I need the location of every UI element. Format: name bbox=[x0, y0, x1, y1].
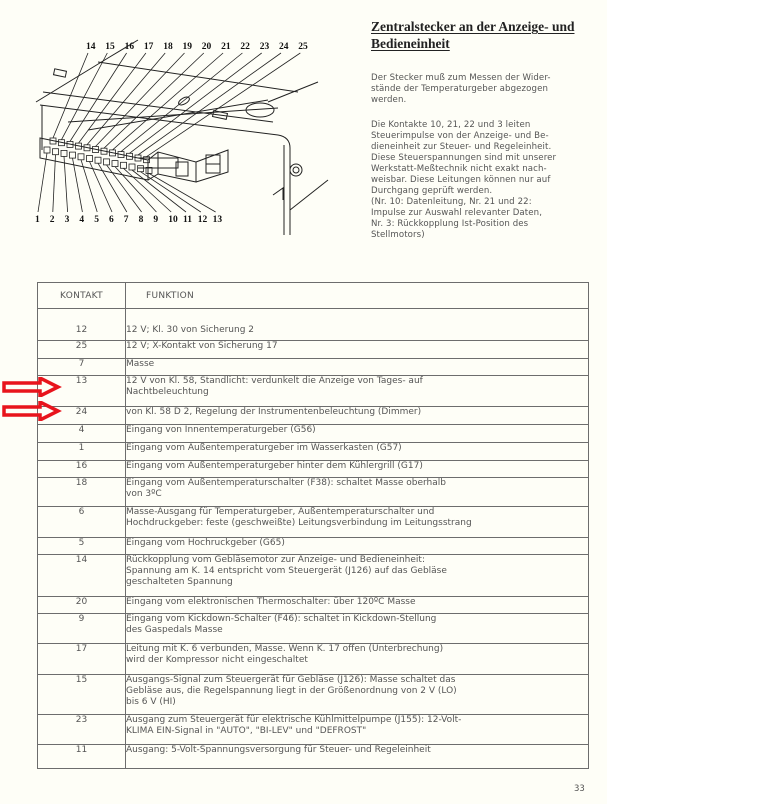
funktion-cell bbox=[126, 341, 589, 359]
funktion-line: Eingang von Innentemperaturgeber (G56) bbox=[126, 425, 316, 435]
pin-label-bottom: 7 bbox=[123, 215, 129, 225]
pin-label-bottom: 1 bbox=[35, 215, 40, 225]
pin-label-top: 16 bbox=[124, 42, 135, 52]
connector-diagram bbox=[28, 30, 348, 235]
pin-label-top: 14 bbox=[86, 42, 96, 52]
red-arrow-icon bbox=[2, 377, 62, 397]
kontakt-cell: 9 bbox=[38, 614, 126, 644]
funktion-cell bbox=[126, 538, 589, 555]
funktion-cell bbox=[126, 715, 589, 745]
title-line-1: Zentralstecker an der Anzeige- und bbox=[371, 19, 575, 34]
kontakt-cell: 6 bbox=[38, 507, 126, 538]
table-row bbox=[38, 478, 589, 507]
funktion-cell bbox=[126, 675, 589, 715]
leader-top-24 bbox=[138, 53, 281, 155]
pin-bottom-5 bbox=[78, 154, 84, 160]
intro-paragraph-2 bbox=[371, 120, 603, 241]
contact-function-table bbox=[37, 282, 589, 769]
kontakt-cell: 25 bbox=[38, 341, 126, 359]
pin-label-bottom: 11 bbox=[183, 215, 192, 225]
housing-bottom bbox=[290, 180, 328, 210]
header-funktion: FUNKTION bbox=[126, 283, 589, 309]
pin-label-top: 19 bbox=[182, 42, 192, 52]
funktion-cell bbox=[126, 443, 589, 461]
table-row bbox=[38, 555, 589, 597]
bottom-pin-labels bbox=[35, 215, 222, 225]
top-pin-labels bbox=[86, 42, 308, 52]
funktion-line: 12 V; X-Kontakt von Sicherung 17 bbox=[126, 341, 278, 351]
text-line: stände der Temperaturgeber abgezogen bbox=[371, 84, 548, 94]
funktion-line: von Kl. 58 D 2, Regelung der Instrumentenbeleuchtung (Dimmer) bbox=[126, 407, 422, 417]
kontakt-cell: 12 bbox=[38, 309, 126, 341]
leader-top-15 bbox=[62, 53, 108, 140]
pin-label-bottom: 12 bbox=[197, 215, 208, 225]
table-row bbox=[38, 461, 589, 478]
pin-label-bottom: 13 bbox=[212, 215, 223, 225]
funktion-line: des Gaspedals Masse bbox=[126, 625, 223, 635]
kontakt-cell: 14 bbox=[38, 555, 126, 597]
text-line: Diese Steuerspannungen sind mit unserer bbox=[371, 153, 557, 163]
funktion-cell bbox=[126, 745, 589, 769]
funktion-cell bbox=[126, 597, 589, 614]
funktion-cell bbox=[126, 507, 589, 538]
funktion-line: Ausgang zum Steuergerät für elektrische Kühlmittelpumpe (J155): 12-Volt- bbox=[126, 715, 462, 725]
funktion-line: Gebläse aus, die Regelspannung liegt in der Größenordnung von 2 V (LO) bbox=[126, 686, 457, 696]
table-row bbox=[38, 376, 589, 407]
title-line-2: Bedieneinheit bbox=[371, 36, 450, 51]
page-number: 33 bbox=[574, 784, 585, 794]
funktion-line: Masse bbox=[126, 359, 155, 369]
funktion-cell bbox=[126, 309, 589, 341]
connector-latch bbox=[148, 152, 196, 182]
text-line: weisbar. Diese Leitungen können nur auf bbox=[371, 175, 551, 185]
funktion-line: Eingang vom Kickdown-Schalter (F46): schaltet in Kickdown-Stellung bbox=[126, 614, 437, 624]
funktion-line: Leitung mit K. 6 verbunden, Masse. Wenn K. 17 offen (Unterbrechung) bbox=[126, 644, 444, 654]
funktion-line: Eingang vom Hochruckgeber (G65) bbox=[126, 538, 285, 548]
funktion-cell bbox=[126, 376, 589, 407]
funktion-line: Eingang vom elektronischen Thermoschalter: über 120ºC Masse bbox=[126, 597, 416, 607]
kontakt-cell: 13 bbox=[38, 376, 126, 407]
table-header-row bbox=[38, 283, 589, 309]
pin-label-bottom: 9 bbox=[153, 215, 159, 225]
funktion-line: Eingang vom Außentemperaturgeber hinter dem Kühlergrill (G17) bbox=[126, 461, 423, 471]
screw-head bbox=[290, 164, 302, 176]
table-row bbox=[38, 745, 589, 769]
leader-top-19 bbox=[96, 53, 185, 147]
pin-label-top: 18 bbox=[163, 42, 173, 52]
funktion-line: Ausgangs-Signal zum Steuergerät für Gebläse (J126): Masse schaltet das bbox=[126, 675, 456, 685]
header-kontakt: KONTAKT bbox=[38, 283, 126, 309]
funktion-cell bbox=[126, 461, 589, 478]
leader-bottom-7 bbox=[98, 163, 127, 212]
table-row bbox=[38, 407, 589, 425]
clip-tab bbox=[54, 69, 67, 77]
funktion-line: Eingang vom Außentemperaturgeber im Wasserkasten (G57) bbox=[126, 443, 402, 453]
kontakt-cell: 20 bbox=[38, 597, 126, 614]
table-row bbox=[38, 715, 589, 745]
text-line: (Nr. 10: Datenleitung, Nr. 21 und 22: bbox=[371, 197, 532, 207]
pin-label-top: 25 bbox=[298, 42, 308, 52]
text-line: Impulse zur Auswahl relevanter Daten, bbox=[371, 208, 543, 218]
leader-bottom-6 bbox=[90, 162, 113, 213]
leader-top-23 bbox=[130, 53, 262, 153]
intro-paragraph-1 bbox=[371, 73, 603, 106]
pin-bottom-4 bbox=[70, 152, 76, 158]
housing-right-edge bbox=[268, 82, 318, 102]
pin-label-top: 23 bbox=[259, 42, 270, 52]
funktion-line: bis 6 V (HI) bbox=[126, 697, 176, 707]
leader-top-14 bbox=[53, 53, 88, 138]
pin-label-top: 15 bbox=[105, 42, 115, 52]
funktion-line: wird der Kompressor nicht eingeschaltet bbox=[126, 655, 308, 665]
funktion-line: geschalteten Spannung bbox=[126, 577, 233, 587]
table-row bbox=[38, 309, 589, 341]
funktion-line: Spannung am K. 14 entspricht vom Steuergerät (J126) auf das Gebläse bbox=[126, 566, 447, 576]
funktion-line: KLIMA EIN-Signal in "AUTO", "BI-LEV" und "DEFROST" bbox=[126, 726, 367, 736]
table-row bbox=[38, 359, 589, 376]
table-row bbox=[38, 538, 589, 555]
pin-label-bottom: 8 bbox=[138, 215, 144, 225]
funktion-cell bbox=[126, 359, 589, 376]
pin-label-bottom: 6 bbox=[109, 215, 114, 225]
table-row bbox=[38, 644, 589, 675]
kontakt-cell: 5 bbox=[38, 538, 126, 555]
leader-bottom-3 bbox=[64, 156, 68, 212]
pin-label-top: 24 bbox=[279, 42, 289, 52]
pin-label-top: 20 bbox=[201, 42, 212, 52]
pin-label-bottom: 4 bbox=[79, 215, 85, 225]
leader-bottom-1 bbox=[38, 153, 47, 212]
table-row bbox=[38, 597, 589, 614]
funktion-cell bbox=[126, 407, 589, 425]
funktion-line: von 3ºC bbox=[126, 489, 162, 499]
pin-label-top: 22 bbox=[240, 42, 250, 52]
kontakt-cell: 15 bbox=[38, 675, 126, 715]
connector-illustration bbox=[28, 30, 348, 235]
leader-top-21 bbox=[113, 53, 224, 150]
text-line: Nr. 3: Rückkopplung Ist-Position des bbox=[371, 219, 529, 229]
funktion-cell bbox=[126, 614, 589, 644]
funktion-line: Rückkopplung vom Gebläsemotor zur Anzeige- und Bedieneinheit: bbox=[126, 555, 425, 565]
table-row bbox=[38, 675, 589, 715]
housing-bracket bbox=[273, 188, 283, 200]
text-line: Der Stecker muß zum Messen der Wider- bbox=[371, 73, 551, 83]
text-line: Durchgang geprüft werden. bbox=[371, 186, 493, 196]
funktion-line: Eingang vom Außentemperaturschalter (F38): schaltet Masse oberhalb bbox=[126, 478, 446, 488]
text-line: Werkstatt-Meßtechnik nicht exakt nach- bbox=[371, 164, 547, 174]
funktion-cell bbox=[126, 555, 589, 597]
table-row bbox=[38, 507, 589, 538]
table-row bbox=[38, 443, 589, 461]
text-line: Stellmotors) bbox=[371, 230, 425, 240]
pin-bottom-11 bbox=[129, 164, 135, 170]
funktion-cell bbox=[126, 478, 589, 507]
kontakt-cell: 24 bbox=[38, 407, 126, 425]
kontakt-cell: 18 bbox=[38, 478, 126, 507]
pin-label-bottom: 2 bbox=[49, 215, 55, 225]
kontakt-cell: 23 bbox=[38, 715, 126, 745]
pin-label-bottom: 3 bbox=[64, 215, 70, 225]
text-line: dieneinheit zur Steuer- und Regeleinheit. bbox=[371, 142, 552, 152]
pin-bottom-6 bbox=[87, 156, 93, 162]
pin-bottom-1 bbox=[44, 147, 50, 153]
pin-bottom-7 bbox=[95, 157, 101, 163]
pin-bottom-10 bbox=[121, 162, 127, 168]
red-arrow-icon bbox=[2, 401, 62, 421]
funktion-line: Hochdruckgeber: feste (geschweißte) Leitungsverbindung im Leitungsstrang bbox=[126, 518, 472, 528]
kontakt-cell: 11 bbox=[38, 745, 126, 769]
pin-label-top: 21 bbox=[221, 42, 231, 52]
text-line: werden. bbox=[371, 95, 407, 105]
pin-bottom-9 bbox=[112, 161, 118, 167]
funktion-cell bbox=[126, 425, 589, 443]
pin-bottom-8 bbox=[104, 159, 110, 165]
funktion-line: Nachtbeleuchtung bbox=[126, 387, 209, 397]
page-title bbox=[371, 18, 611, 52]
funktion-line: Ausgang: 5-Volt-Spannungsversorgung für Steuer- und Regeleinheit bbox=[126, 745, 431, 755]
text-line: Die Kontakte 10, 21, 22 und 3 leiten bbox=[371, 120, 531, 130]
table-row bbox=[38, 341, 589, 359]
pin-label-bottom: 5 bbox=[94, 215, 99, 225]
table-row bbox=[38, 425, 589, 443]
funktion-cell bbox=[126, 644, 589, 675]
pin-bottom-12 bbox=[138, 166, 144, 172]
kontakt-cell: 16 bbox=[38, 461, 126, 478]
text-line: Steuerimpulse von der Anzeige- und Be- bbox=[371, 131, 549, 141]
pin-label-bottom: 10 bbox=[168, 215, 178, 225]
table-row bbox=[38, 614, 589, 644]
pin-bottom-3 bbox=[61, 150, 67, 156]
leader-bottom-8 bbox=[107, 165, 142, 212]
kontakt-cell: 4 bbox=[38, 425, 126, 443]
pin-label-top: 17 bbox=[143, 42, 154, 52]
funktion-line: 12 V von Kl. 58, Standlicht: verdunkelt die Anzeige von Tages- auf bbox=[126, 376, 423, 386]
kontakt-cell: 17 bbox=[38, 644, 126, 675]
funktion-line: Masse-Ausgang für Temperaturgeber, Außentemperaturschalter und bbox=[126, 507, 435, 517]
kontakt-cell: 1 bbox=[38, 443, 126, 461]
leader-bottom-2 bbox=[53, 155, 56, 212]
pin-bottom-2 bbox=[53, 149, 59, 155]
funktion-line: 12 V; Kl. 30 von Sicherung 2 bbox=[126, 325, 255, 335]
kontakt-cell: 7 bbox=[38, 359, 126, 376]
